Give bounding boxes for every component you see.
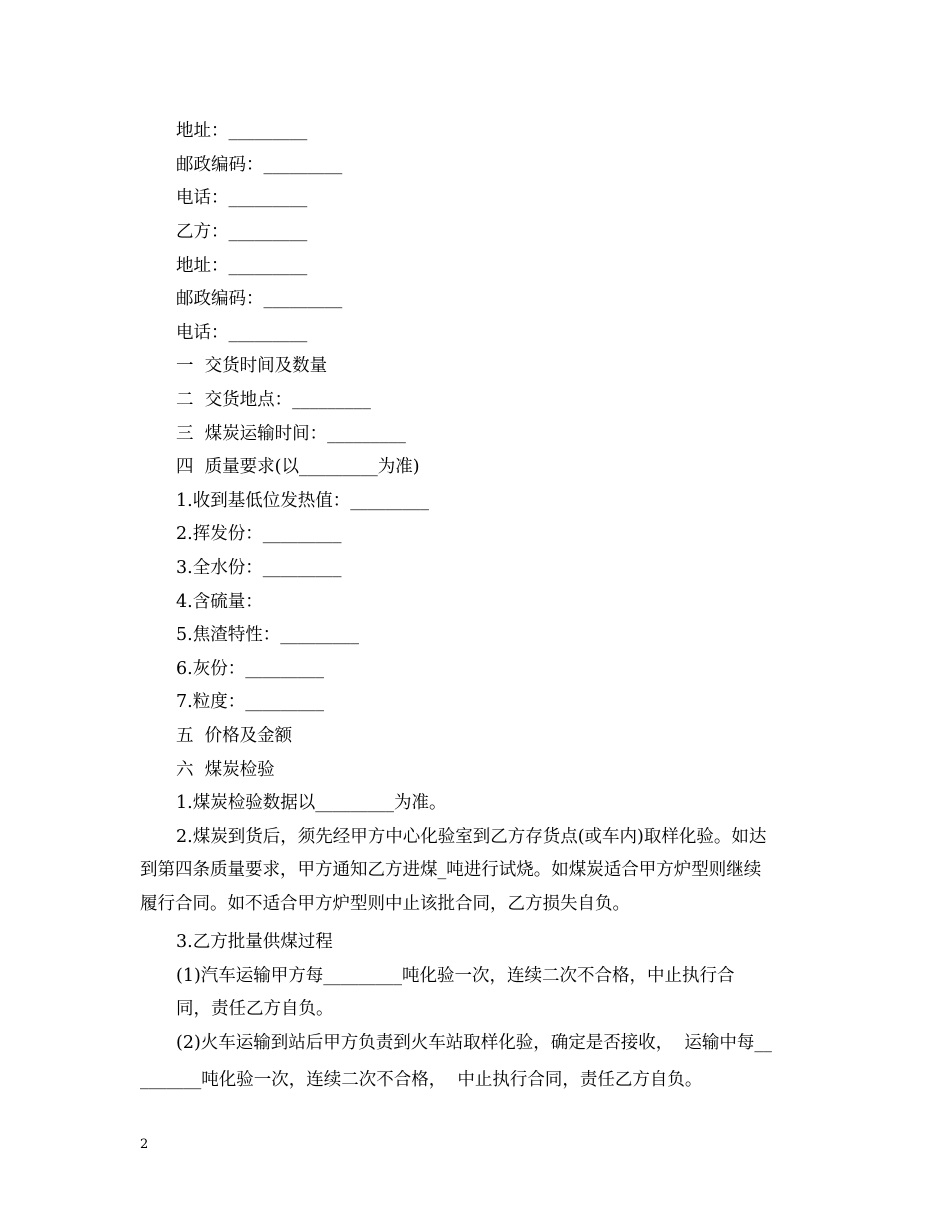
text-line: 5.焦渣特性：_________: [176, 625, 359, 645]
text-line: 地址：_________: [176, 256, 308, 276]
text-line: (2)火车运输到站后甲方负责到火车站取样化验，确定是否接收， 运输中每__: [176, 1033, 772, 1053]
text-line: 到第四条质量要求，甲方通知乙方进煤_吨进行试烧。如煤炭适合甲方炉型则继续: [140, 860, 762, 880]
section-heading: 六 煤炭检验: [176, 760, 275, 780]
text-line: 1.煤炭检验数据以_________为准。: [176, 793, 447, 813]
text-line: (1)汽车运输甲方每_________吨化验一次，连续二次不合格，中止执行合: [176, 966, 735, 986]
text-line: 1.收到基低位发热值：_________: [176, 491, 429, 511]
text-line: 3.全水份：_________: [176, 558, 342, 578]
text-line: 电话：_________: [176, 188, 308, 208]
text-line: 2.挥发份：_________: [176, 524, 342, 544]
section-heading: 四 质量要求(以_________为准): [176, 457, 420, 477]
section-heading: 五 价格及金额: [176, 726, 293, 746]
text-line: 3.乙方批量供煤过程: [176, 932, 333, 952]
text-line: 邮政编码：_________: [176, 155, 343, 175]
page-number: 2: [140, 1137, 149, 1152]
text-line: 6.灰份：_________: [176, 659, 324, 679]
text-line: _______吨化验一次，连续二次不合格， 中止执行合同，责任乙方自负。: [140, 1070, 703, 1090]
text-line: 4.含硫量：: [176, 592, 263, 612]
text-line: 邮政编码：_________: [176, 289, 343, 309]
text-line: 同，责任乙方自负。: [176, 999, 334, 1019]
text-line: 地址：_________: [176, 121, 308, 141]
text-line: 7.粒度：_________: [176, 692, 324, 712]
section-heading: 一 交货时间及数量: [176, 356, 328, 376]
section-heading: 三 煤炭运输时间：_________: [176, 424, 406, 444]
text-line: 乙方：_________: [176, 222, 308, 242]
text-line: 2.煤炭到货后，须先经甲方中心化验室到乙方存货点(或车内)取样化验。如达: [176, 827, 767, 847]
text-line: 电话：_________: [176, 323, 308, 343]
section-heading: 二 交货地点：_________: [176, 390, 371, 410]
text-line: 履行合同。如不适合甲方炉型则中止该批合同，乙方损失自负。: [140, 894, 630, 914]
